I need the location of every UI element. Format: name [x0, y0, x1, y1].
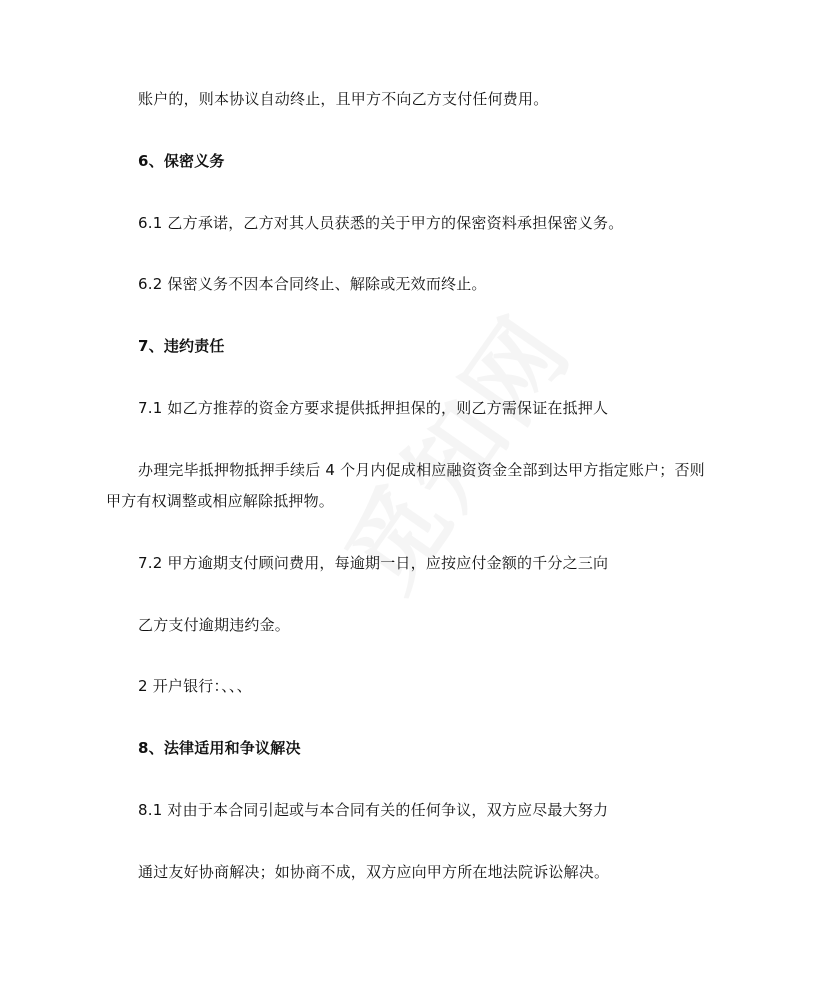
- clause-7-1: 7.1 如乙方推荐的资金方要求提供抵押担保的，则乙方需保证在抵押人: [138, 399, 609, 417]
- section-heading-dispute: 8、法律适用和争议解决: [138, 739, 301, 757]
- clause-8-1: 8.1 对由于本合同引起或与本合同有关的任何争议，双方应尽最大努力: [138, 801, 609, 819]
- paragraph-line-account-termination: 账户的，则本协议自动终止，且甲方不向乙方支付任何费用。: [138, 90, 549, 108]
- clause-8-1-continued: 通过友好协商解决；如协商不成，双方应向甲方所在地法院诉讼解决。: [138, 863, 610, 881]
- clause-7-1-continued-2: 甲方有权调整或相应解除抵押物。: [106, 492, 335, 510]
- bank-account-line: 2 开户银行：、、、: [138, 677, 252, 695]
- clause-7-2-continued: 乙方支付逾期违约金。: [138, 616, 291, 634]
- clause-6-1: 6.1 乙方承诺，乙方对其人员获悉的关于甲方的保密资料承担保密义务。: [138, 214, 624, 232]
- section-heading-liability: 7、违约责任: [138, 337, 225, 355]
- clause-7-1-continued: 办理完毕抵押物抵押手续后 4 个月内促成相应融资资金全部到达甲方指定账户；否则: [138, 461, 705, 479]
- clause-7-2: 7.2 甲方逾期支付顾问费用，每逾期一日，应按应付金额的千分之三向: [138, 554, 609, 572]
- section-heading-confidentiality: 6、保密义务: [138, 152, 225, 170]
- clause-6-2: 6.2 保密义务不因本合同终止、解除或无效而终止。: [138, 275, 487, 293]
